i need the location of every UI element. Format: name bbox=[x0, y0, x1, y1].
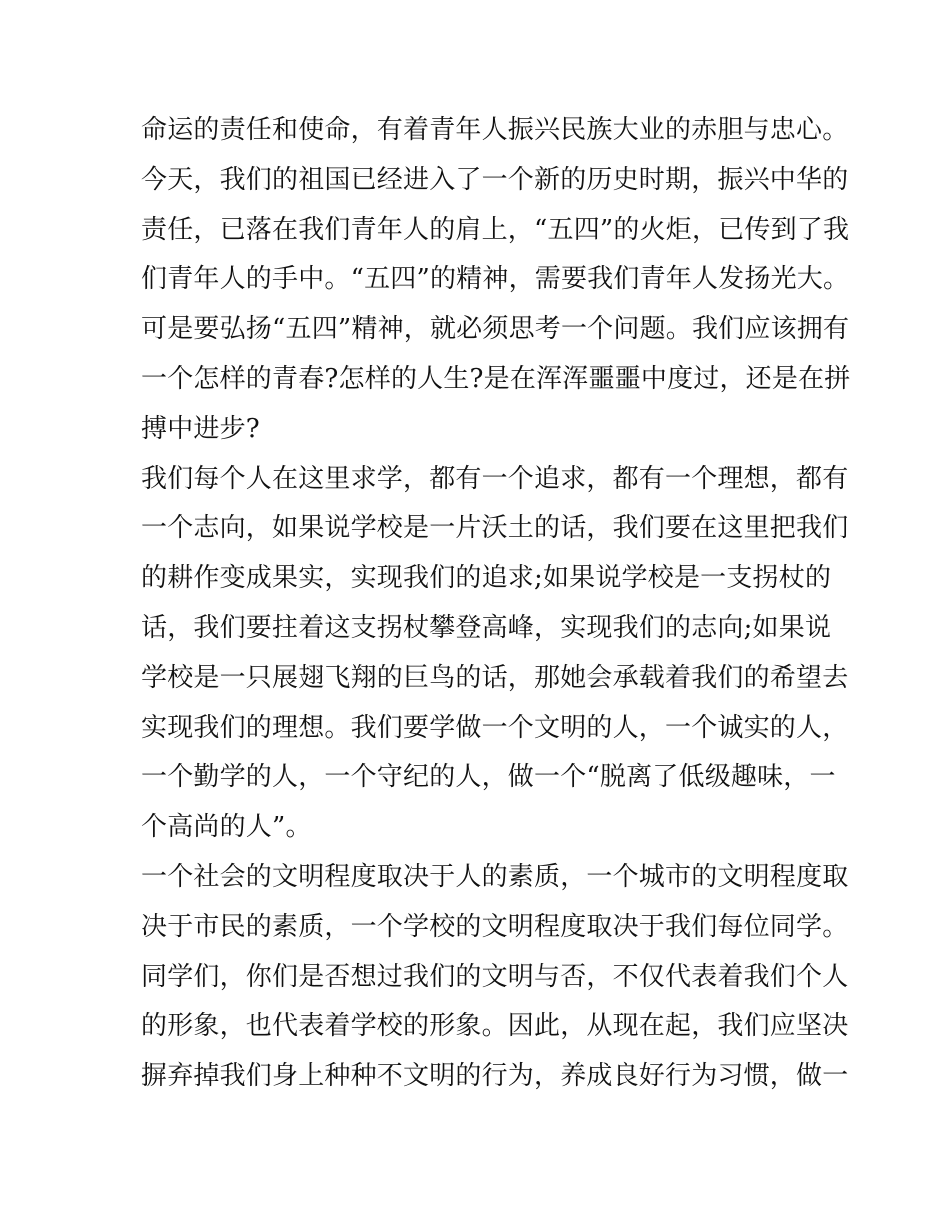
text-line: 实现我们的理想。我们要学做一个文明的人，一个诚实的人， bbox=[141, 712, 849, 743]
text-line: 可是要弘扬“五四”精神，就必须思考一个问题。我们应该拥有 bbox=[141, 314, 850, 345]
text-line: 一个志向，如果说学校是一片沃土的话，我们要在这里把我们 bbox=[141, 513, 849, 544]
text-line: 摒弃掉我们身上种种不文明的行为，养成良好行为习惯，做一 bbox=[141, 1061, 849, 1092]
text-line: 的形象，也代表着学校的形象。因此，从现在起，我们应坚决 bbox=[141, 1011, 849, 1042]
text-line: 决于市民的素质，一个学校的文明程度取决于我们每位同学。 bbox=[141, 911, 849, 942]
text-line: 个高尚的人”。 bbox=[141, 812, 312, 843]
text-line: 一个怎样的青春?怎样的人生?是在浑浑噩噩中度过，还是在拼 bbox=[141, 363, 851, 394]
document-body-text bbox=[141, 106, 851, 1102]
text-line: 的耕作变成果实，实现我们的追求;如果说学校是一支拐杖的 bbox=[141, 563, 832, 594]
text-line: 学校是一只展翅飞翔的巨鸟的话，那她会承载着我们的希望去 bbox=[141, 662, 849, 693]
text-line: 搏中进步? bbox=[141, 413, 260, 444]
text-line: 我们每个人在这里求学，都有一个追求，都有一个理想，都有 bbox=[141, 463, 849, 494]
text-line: 同学们，你们是否想过我们的文明与否，不仅代表着我们个人 bbox=[141, 961, 849, 992]
text-line: 话，我们要拄着这支拐杖攀登高峰，实现我们的志向;如果说 bbox=[141, 612, 832, 643]
text-line: 责任，已落在我们青年人的肩上，“五四”的火炬，已传到了我 bbox=[141, 214, 850, 245]
text-line: 命运的责任和使命，有着青年人振兴民族大业的赤胆与忠心。 bbox=[141, 115, 849, 145]
text-line: 一个社会的文明程度取决于人的素质，一个城市的文明程度取 bbox=[141, 861, 849, 892]
text-line: 们青年人的手中。“五四”的精神，需要我们青年人发扬光大。 bbox=[141, 264, 850, 295]
text-line: 一个勤学的人，一个守纪的人，做一个“脱离了低级趣味，一 bbox=[141, 762, 836, 793]
text-line: 今天，我们的祖国已经进入了一个新的历史时期，振兴中华的 bbox=[141, 164, 849, 195]
